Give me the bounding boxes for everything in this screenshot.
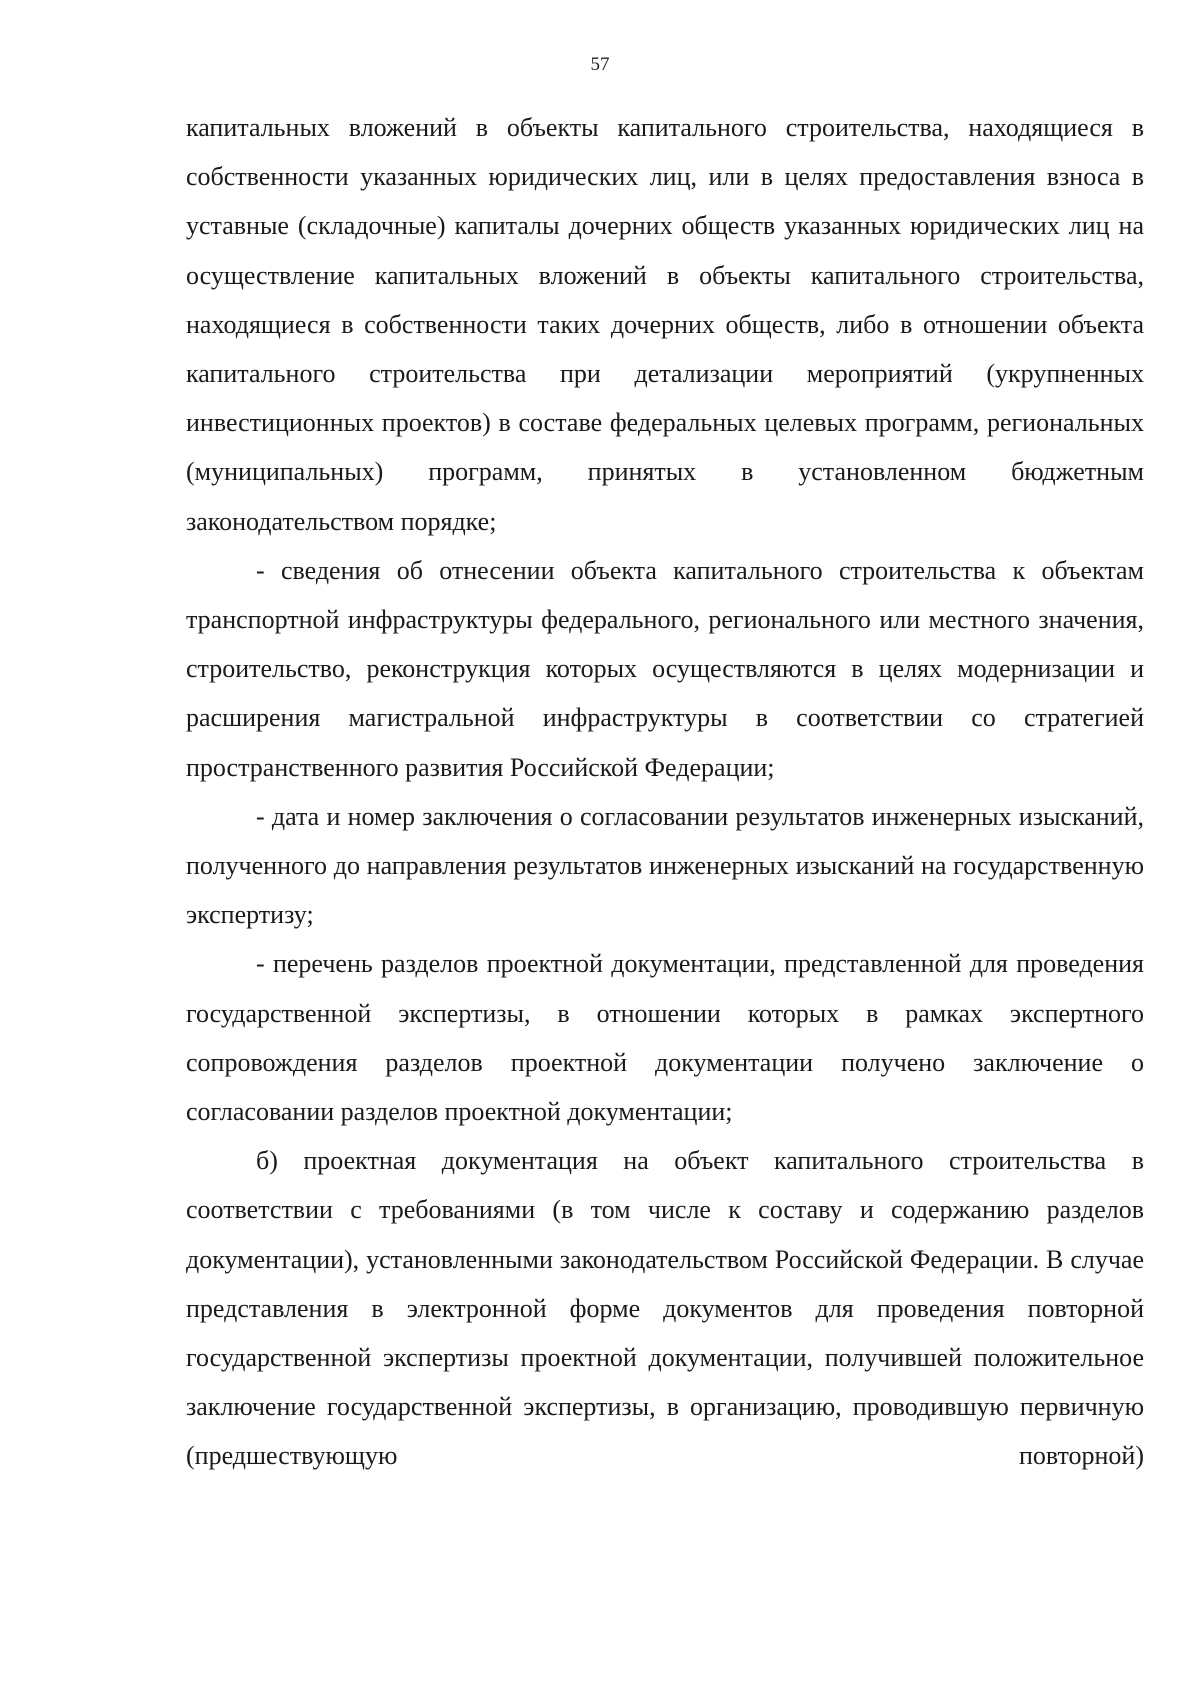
paragraph-4: - перечень разделов проектной документации, представленной для проведения государственной экспертизы, в отношении которых в рамках экспертного сопровождения разделов проектной документации получено заключение о согласовании разделов проектной документации; <box>186 949 1144 1127</box>
page-number: 57 <box>590 54 610 75</box>
paragraph-3: - дата и номер заключения о согласовании результатов инженерных изысканий, полученного до направления результатов инженерных изысканий на государственную экспертизу; <box>186 801 1144 930</box>
paragraph-1: капитальных вложений в объекты капитального строительства, находящиеся в собственности указанных юридических лиц, или в целях предоставления взноса в уставные (складочные) капиталы дочерних обществ указанных юридических лиц на осуществление капитальных вложений в объекты капитального строительства, находящиеся в собственности таких дочерних обществ, либо в отношении объекта капитального строительства при детализации мероприятий (укрупненных инвестиционных проектов) в составе федеральных целевых программ, региональных (муниципальных) программ, принятых в установленном бюджетным законодательством порядке; <box>186 113 1144 536</box>
paragraph-5: б) проектная документация на объект капитального строительства в соответствии с требованиями (в том числе к составу и содержанию разделов документации), установленными законодательством Российской Федерации. В случае представления в электронной форме документов для проведения повторной государственной экспертизы проектной документации, получившей положительное заключение государственной экспертизы, в организацию, проводившую первичную (предшествующую повторной) <box>186 1146 1144 1471</box>
document-body <box>186 103 1144 1481</box>
paragraph-2: - сведения об отнесении объекта капитального строительства к объектам транспортной инфраструктуры федерального, регионального или местного значения, строительство, реконструкция которых осуществляются в целях модернизации и расширения магистральной инфраструктуры в соответствии со стратегией пространственного развития Российской Федерации; <box>186 555 1144 782</box>
